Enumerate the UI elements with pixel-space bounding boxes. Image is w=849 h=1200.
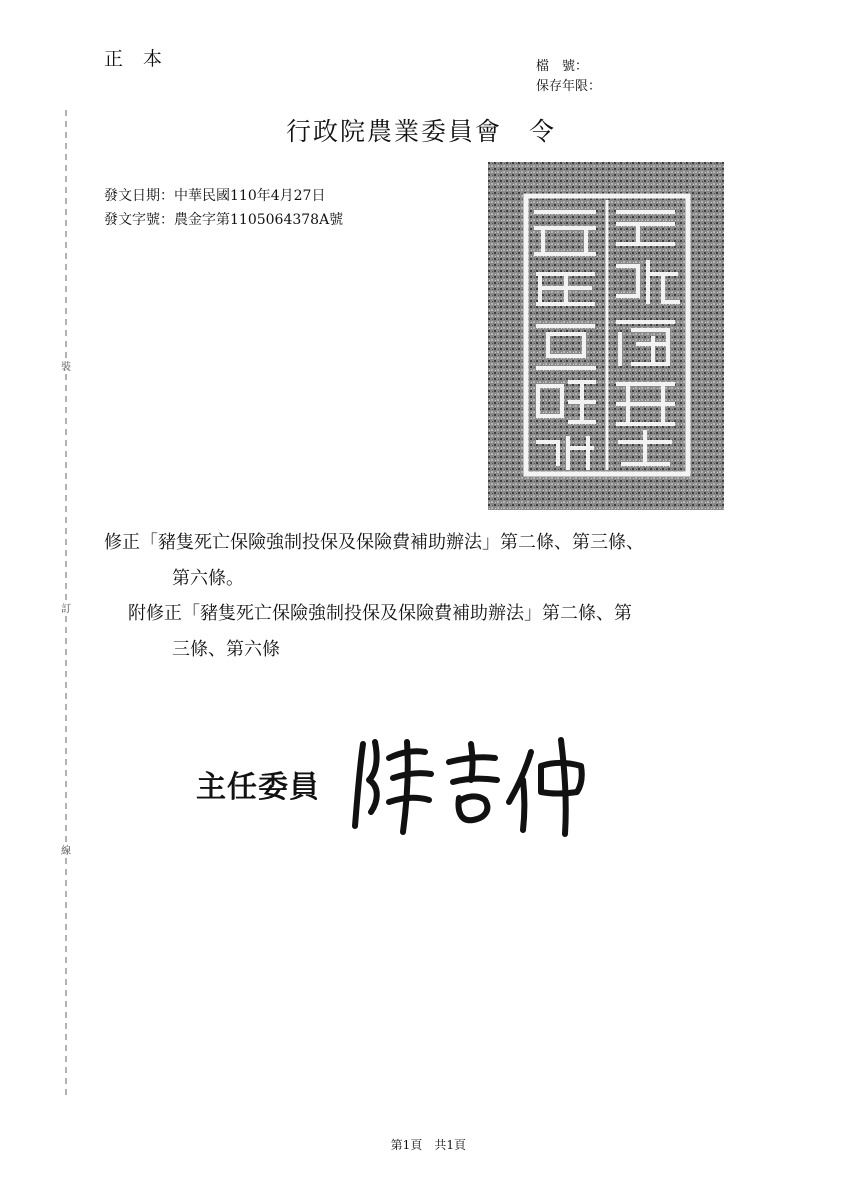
binding-char-xian: 線 [56, 842, 76, 857]
issue-date-value: 中華民國110年4月27日 [174, 188, 326, 204]
signer-title: 主任委員 [196, 770, 320, 805]
body-line-1: 修正「豬隻死亡保險強制投保及保險費補助辦法」第二條、第三條、 [104, 532, 644, 553]
binding-char-ding: 訂 [56, 600, 76, 615]
seal-icon [488, 162, 724, 510]
body-line-2: 附修正「豬隻死亡保險強制投保及保險費補助辦法」第二條、第 [128, 603, 632, 624]
document-title: 行政院農業委員會 令 [286, 117, 557, 146]
retention-label: 保存年限： [536, 79, 602, 94]
issue-number-label: 發文字號： [104, 212, 174, 228]
binding-line [56, 110, 76, 1100]
handwritten-signature [345, 722, 605, 842]
file-meta [536, 57, 601, 97]
body-line-2-cont: 三條、第六條 [172, 639, 280, 660]
page-number: 第1頁 [390, 1138, 423, 1152]
page-total: 共1頁 [434, 1138, 466, 1152]
issue-date-label: 發文日期： [104, 188, 174, 204]
binding-char-zhuang: 裝 [56, 358, 76, 373]
page-footer [0, 1122, 849, 1153]
copy-mark: 正本 [104, 48, 183, 70]
issue-info [104, 184, 343, 232]
file-number-label: 檔 號： [536, 59, 589, 74]
official-seal [488, 162, 724, 510]
issue-number-value: 農金字第1105064378A號 [174, 212, 344, 228]
signature-icon [345, 722, 605, 842]
body-line-1-cont: 第六條。 [172, 568, 244, 589]
